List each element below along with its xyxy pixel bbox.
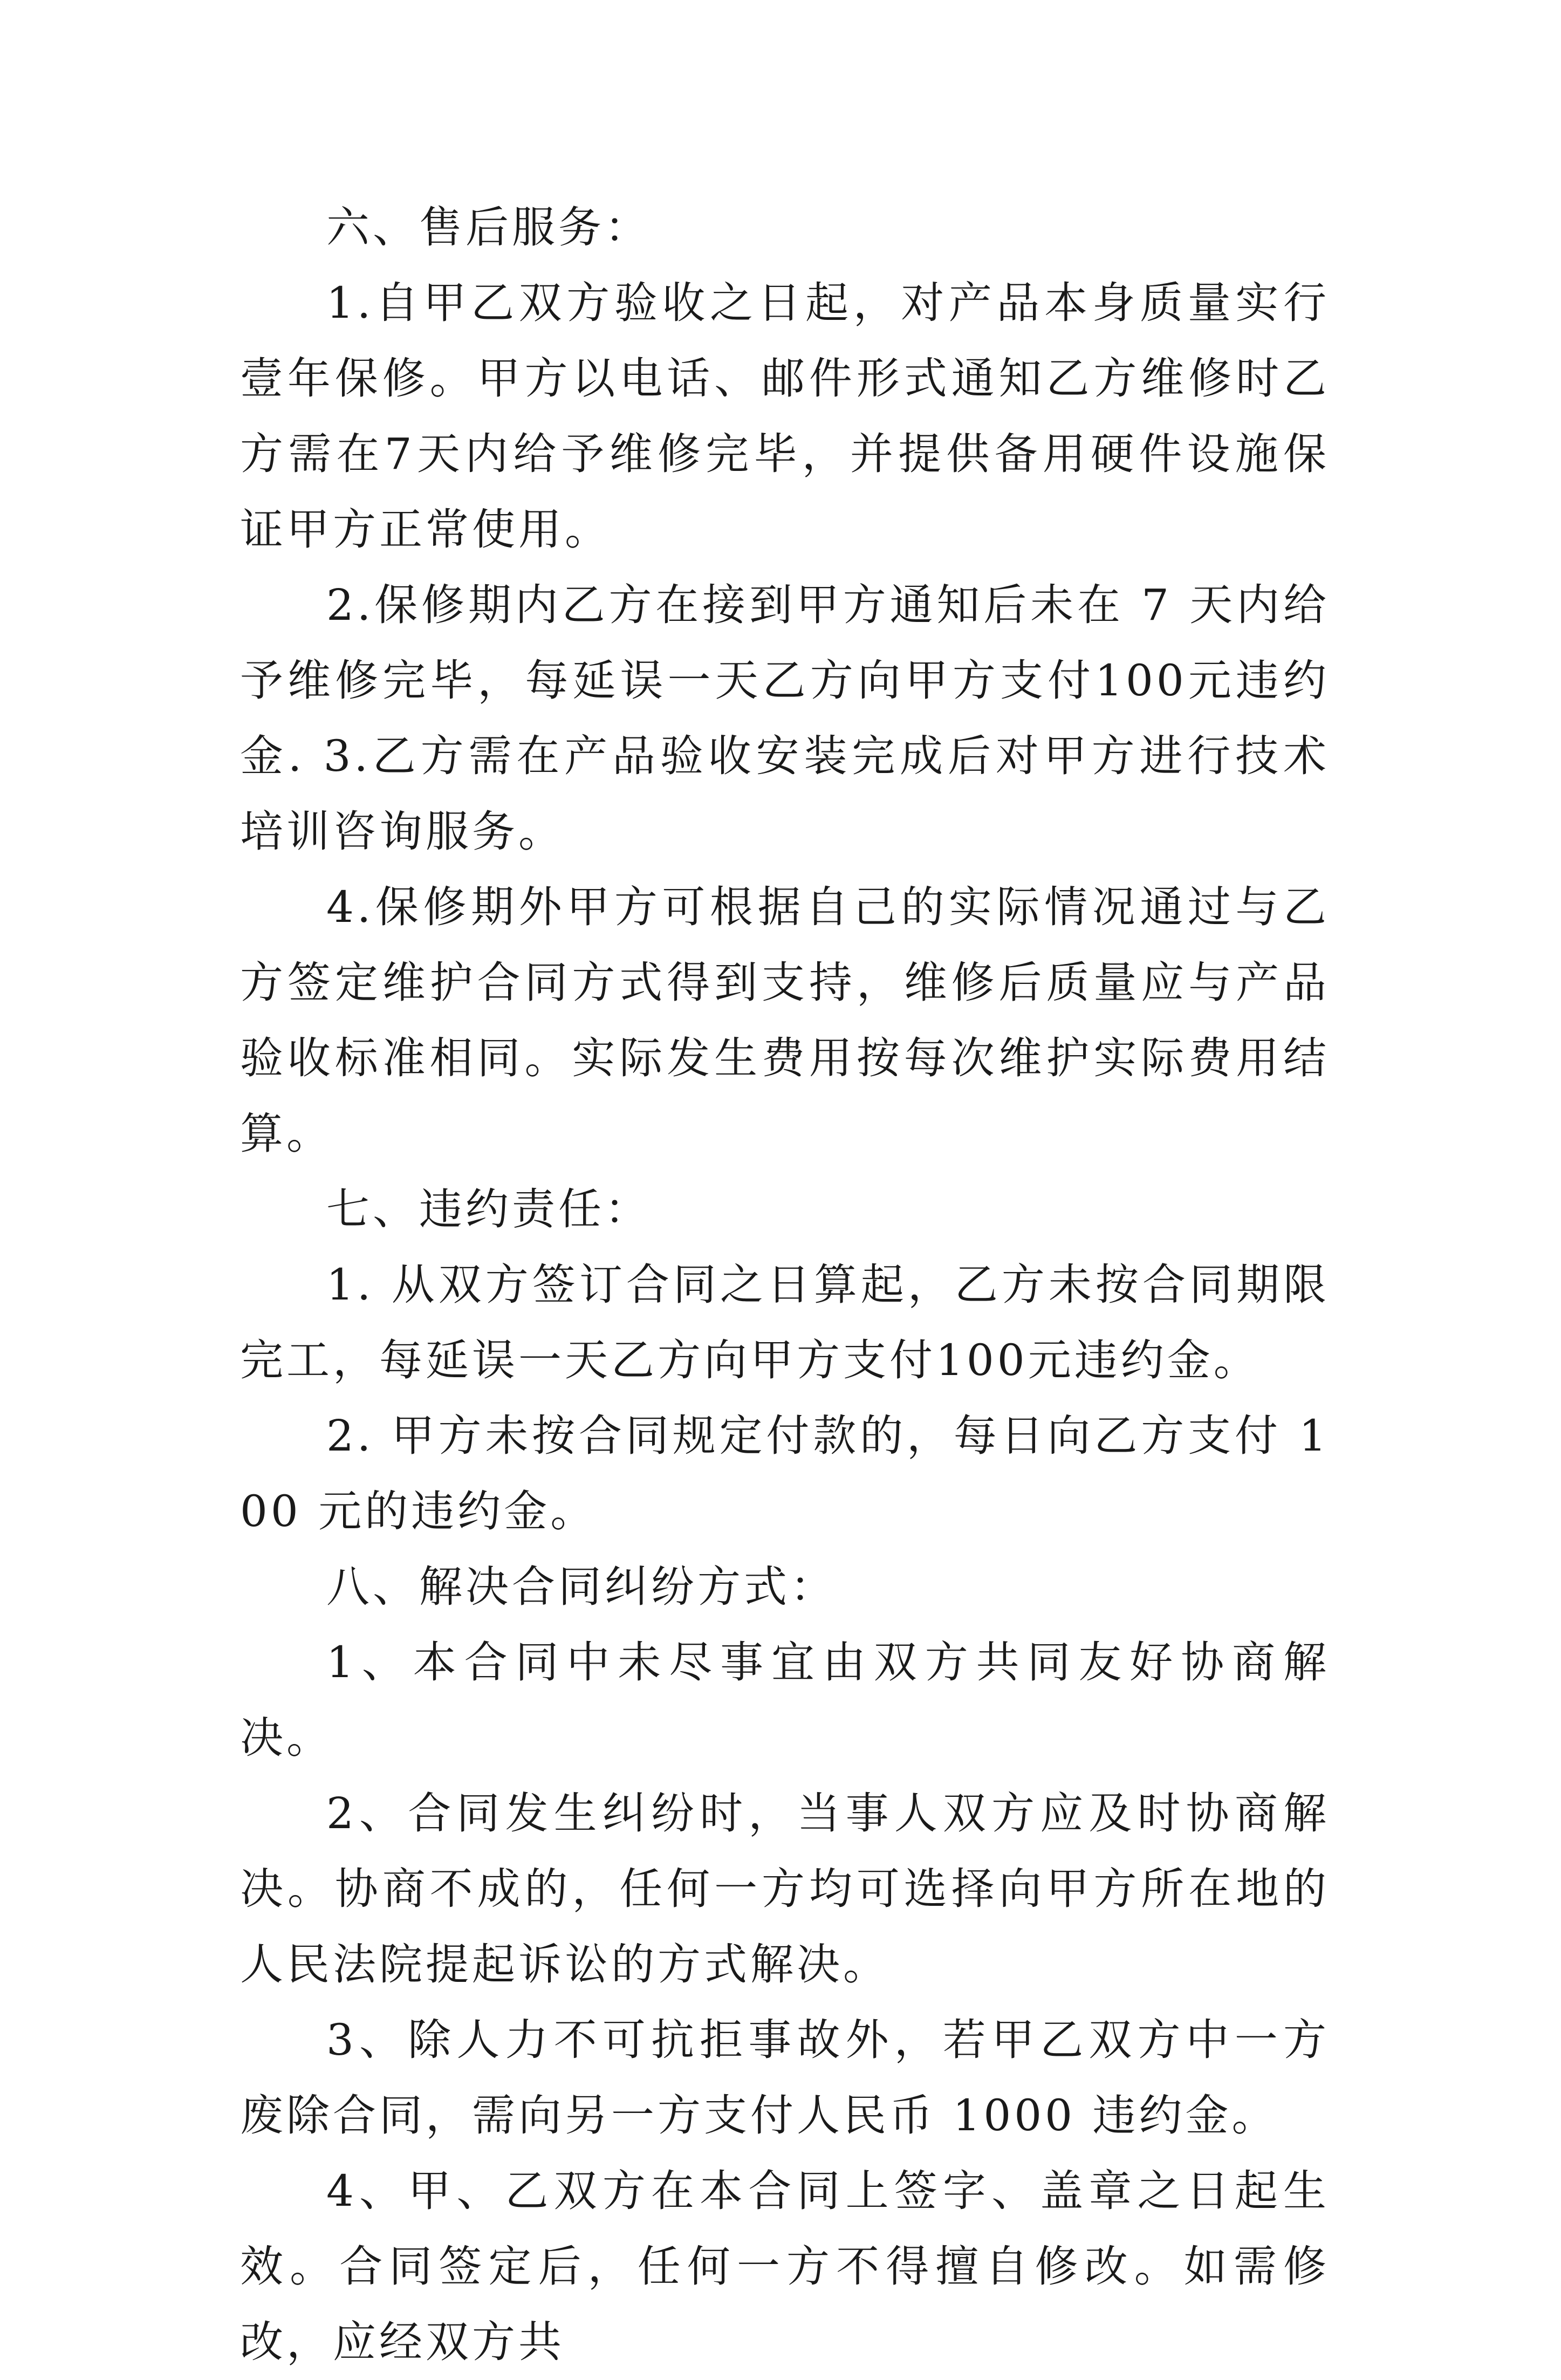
paragraph: 2.保修期内乙方在接到甲方通知后未在 7 天内给予维修完毕，每延误一天乙方向甲方支付100元违约金. 3.乙方需在产品验收安装完成后对甲方进行技术培训咨询服务。 <box>240 580 1330 857</box>
paragraph: 2、合同发生纠纷时，当事人双方应及时协商解决。协商不成的，任何一方均可选择向甲方所在地的人民法院提起诉讼的方式解决。 <box>240 1788 1330 1989</box>
section-heading-after-sales: 六、售后服务： <box>326 202 651 252</box>
paragraph: 1、本合同中未尽事宜由双方共同友好协商解决。 <box>240 1637 1330 1763</box>
paragraph: 3、除人力不可抗拒事故外，若甲乙双方中一方废除合同，需向另一方支付人民币 1000 违约金。 <box>240 2015 1330 2140</box>
section-heading-breach-liability: 七、违约责任： <box>326 1184 651 1234</box>
paragraph: 1. 从双方签订合同之日算起，乙方未按合同期限完工，每延误一天乙方向甲方支付100元违约金。 <box>240 1260 1330 1385</box>
section-heading-dispute-resolution: 八、解决合同纠纷方式： <box>326 1562 837 1612</box>
paragraph: 2. 甲方未按合同规定付款的，每日向乙方支付 100 元的违约金。 <box>240 1411 1330 1536</box>
document-body <box>240 190 1330 2380</box>
paragraph: 4、甲、乙双方在本合同上签字、盖章之日起生效。合同签定后，任何一方不得擅自修改。如需修改，应经双方共 <box>240 2166 1330 2367</box>
paragraph: 4.保修期外甲方可根据自己的实际情况通过与乙方签定维护合同方式得到支持，维修后质量应与产品验收标准相同。实际发生费用按每次维护实际费用结算。 <box>240 882 1330 1159</box>
paragraph: 1.自甲乙双方验收之日起，对产品本身质量实行 壹年保修。甲方以电话、邮件形式通知乙方维修时乙方需在7天内给予维修完毕，并提供备用硬件设施保证甲方正常使用。 <box>240 278 1330 555</box>
